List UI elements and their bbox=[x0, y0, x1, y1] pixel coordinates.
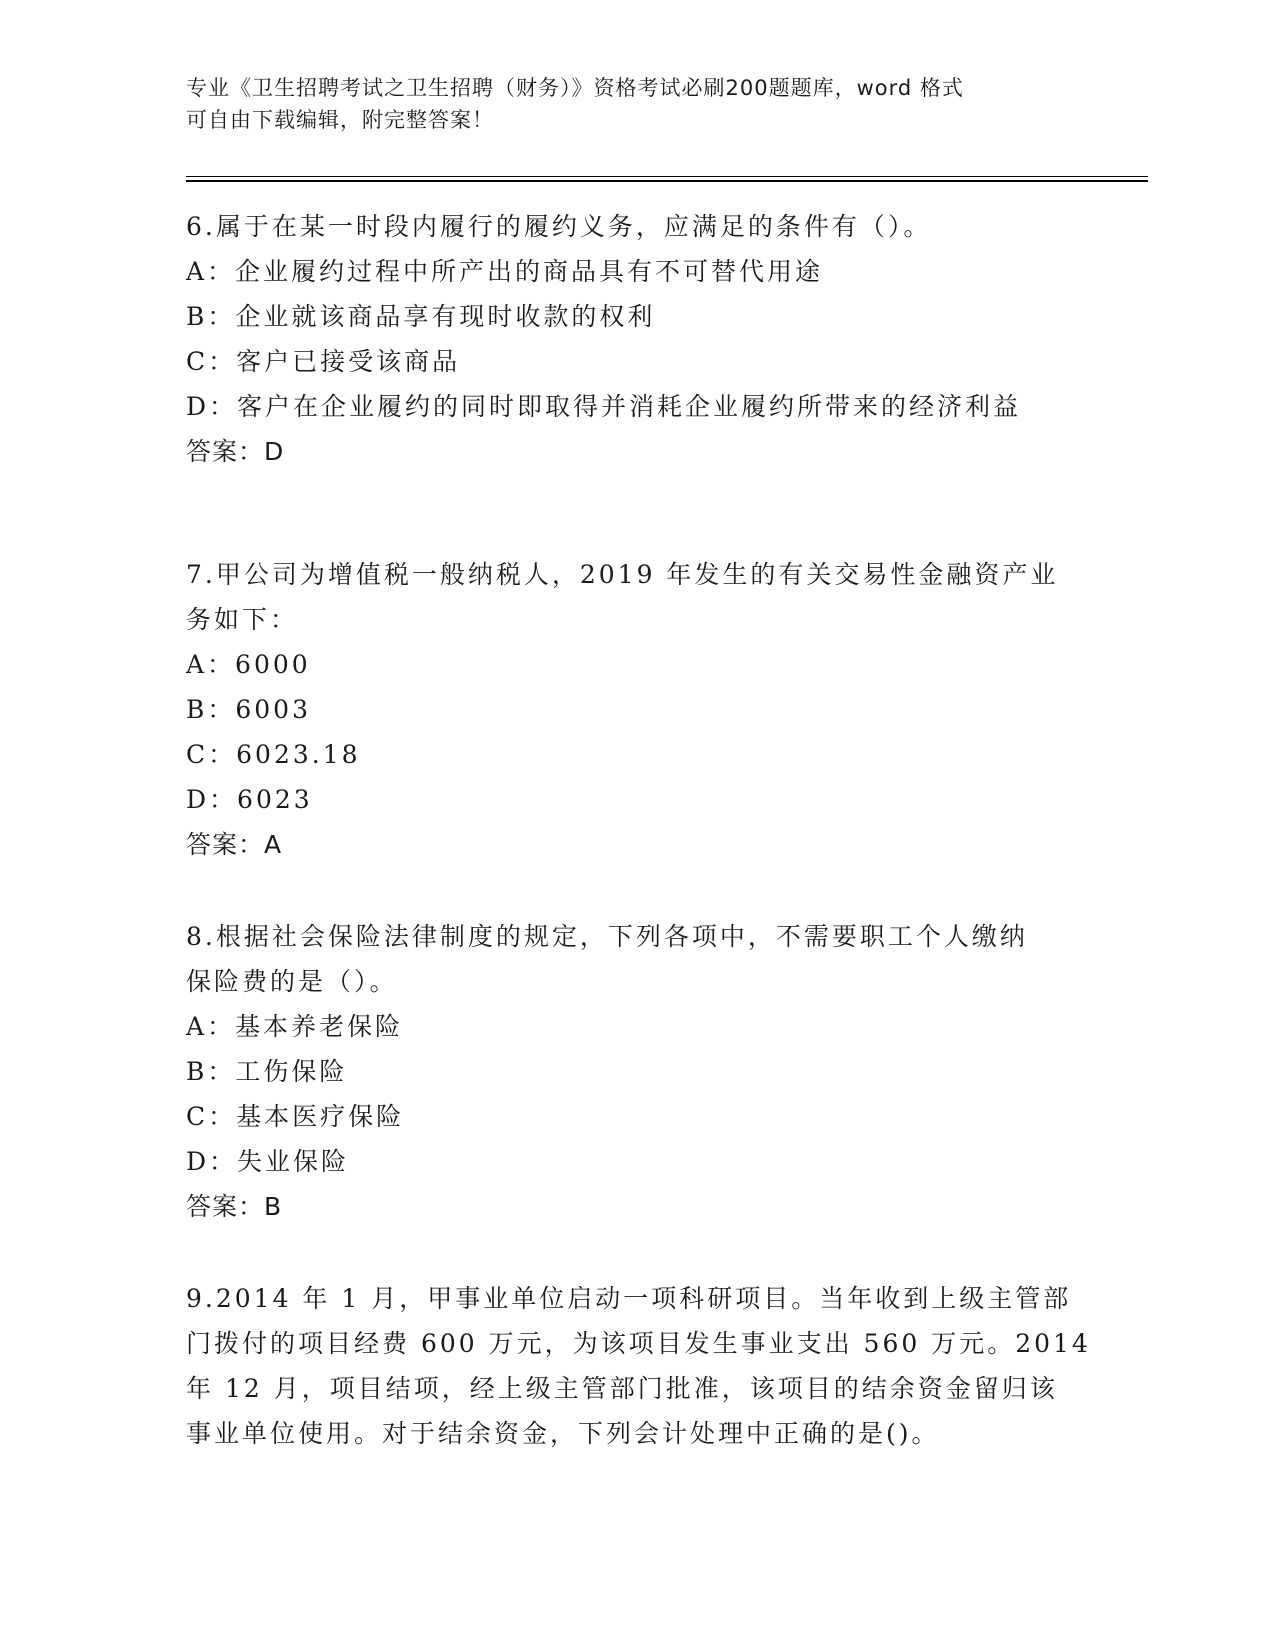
header-line-1: 专业《卫生招聘考试之卫生招聘（财务）》资格考试必刷200题题库，word 格式 bbox=[186, 76, 964, 100]
document-header bbox=[186, 72, 1086, 136]
question-stem-continued: 事业单位使用。对于结余资金，下列会计处理中正确的是()。 bbox=[186, 1419, 940, 1448]
option-a: A：基本养老保险 bbox=[186, 1012, 404, 1041]
question-6 bbox=[186, 204, 1086, 474]
question-stem-continued: 务如下： bbox=[186, 605, 299, 634]
question-stem: 9.2014 年 1 月，甲事业单位启动一项科研项目。当年收到上级主管部 bbox=[186, 1284, 1072, 1313]
question-8 bbox=[186, 914, 1086, 1229]
question-stem-continued: 保险费的是（）。 bbox=[186, 967, 398, 996]
option-d: D：6023 bbox=[186, 785, 313, 814]
option-c: C：6023.18 bbox=[186, 740, 361, 769]
question-stem: 8.根据社会保险法律制度的规定，下列各项中，不需要职工个人缴纳 bbox=[186, 922, 1028, 951]
answer: 答案：D bbox=[186, 437, 285, 466]
option-c: C：客户已接受该商品 bbox=[186, 347, 461, 376]
option-c: C：基本医疗保险 bbox=[186, 1102, 405, 1131]
question-7 bbox=[186, 552, 1086, 867]
option-b: B：工伤保险 bbox=[186, 1057, 348, 1086]
option-a: A：6000 bbox=[186, 650, 311, 679]
header-line-2: 可自由下载编辑，附完整答案！ bbox=[186, 108, 494, 132]
question-stem-continued: 年 12 月，项目结项，经上级主管部门批准，该项目的结余资金留归该 bbox=[186, 1374, 1058, 1403]
header-divider-thick bbox=[186, 180, 1148, 182]
answer: 答案：A bbox=[186, 830, 283, 859]
question-stem: 7.甲公司为增值税一般纳税人，2019 年发生的有关交易性金融资产业 bbox=[186, 560, 1059, 589]
question-9 bbox=[186, 1276, 1091, 1456]
option-d: D：失业保险 bbox=[186, 1147, 350, 1176]
option-a: A：企业履约过程中所产出的商品具有不可替代用途 bbox=[186, 257, 824, 286]
question-stem: 6.属于在某一时段内履行的履约义务，应满足的条件有（）。 bbox=[186, 212, 932, 241]
option-d: D：客户在企业履约的同时即取得并消耗企业履约所带来的经济利益 bbox=[186, 392, 1022, 421]
question-stem-continued: 门拨付的项目经费 600 万元，为该项目发生事业支出 560 万元。2014 bbox=[186, 1329, 1091, 1358]
header-divider-thin bbox=[186, 176, 1148, 177]
answer: 答案：B bbox=[186, 1192, 283, 1221]
option-b: B：企业就该商品享有现时收款的权利 bbox=[186, 302, 656, 331]
option-b: B：6003 bbox=[186, 695, 311, 724]
